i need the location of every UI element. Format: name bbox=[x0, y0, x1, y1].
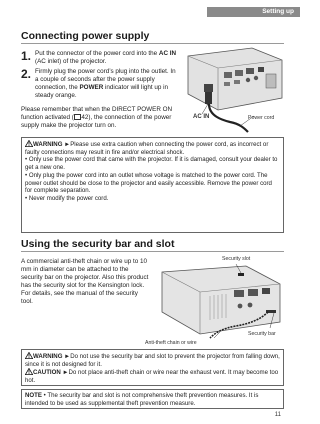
note-text: • The security bar and slot is not comprehensive theft prevention measures. It is intended to be used as supplemental theft prevention measure. bbox=[25, 392, 259, 407]
section-rule bbox=[21, 251, 284, 252]
caution-text: ►Do not place anti-theft chain or wire near the exhaust vent. It may become too hot. bbox=[25, 369, 279, 385]
power-cord-label: Power cord bbox=[248, 115, 275, 121]
warning-line-2: • Only use the power cord that came with the projector. If it is damaged, consult your dealer to get a new one. bbox=[25, 156, 278, 172]
security-slot-label: Security slot bbox=[222, 256, 251, 262]
section-label: Setting up bbox=[262, 8, 294, 15]
security-bar-label: Security bar bbox=[248, 331, 276, 337]
step-1-text: Put the connector of the power cord into the AC IN (AC inlet) of the projector. bbox=[35, 50, 177, 66]
ac-in-label: AC IN bbox=[193, 114, 210, 120]
warning-text: ►Do not use the security bar and slot to prevent the projector from falling down, since it is not designed for it. bbox=[25, 353, 280, 368]
warning-title: WARNING bbox=[33, 141, 63, 148]
warning-box-power bbox=[21, 137, 284, 233]
direct-power-on-note: Please remember that when the DIRECT POWER ON function activated ( 42), the connection of the power supply make the projector turn on. bbox=[21, 106, 173, 130]
warning-icon bbox=[25, 352, 33, 359]
warning-line-3: • Only plug the power cord into an outlet whose voltage is matched to the power cord. The power outlet should be close to the projector and easily accessible. Remove the power cord for complete separation. bbox=[25, 171, 272, 195]
step-number-1: 1. bbox=[21, 49, 32, 63]
page-header bbox=[0, 0, 300, 16]
warning-line-1: ►Please use extra caution when connecting the power cord, as incorrect or faulty connections may result in fire and/or electrical shock. bbox=[25, 141, 269, 156]
caution-title: CAUTION bbox=[33, 369, 61, 377]
caution-icon bbox=[25, 368, 33, 375]
security-description: A commercial anti-theft chain or wire up to 10 mm in diameter can be attached to the security bar on the projector. Also this product has the security slot for the Kensington lock. For details, see the manual of the security tool. bbox=[21, 258, 149, 306]
step-number-2: 2. bbox=[21, 67, 32, 81]
warning-title: WARNING bbox=[33, 353, 63, 360]
section-title-power: Connecting power supply bbox=[21, 30, 150, 42]
anti-theft-chain-label: Anti-theft chain or wire bbox=[145, 340, 197, 346]
warning-box-security bbox=[21, 349, 284, 386]
note-title: NOTE bbox=[25, 392, 42, 399]
step-2-text: Firmly plug the power cord’s plug into the outlet. In a couple of seconds after the power supply connection, the POWER indicator will light up in steady orange. bbox=[35, 68, 176, 100]
section-title-security: Using the security bar and slot bbox=[21, 238, 175, 250]
warning-icon bbox=[25, 140, 33, 147]
note-box bbox=[21, 389, 284, 409]
section-rule bbox=[21, 43, 284, 44]
security-figure bbox=[150, 262, 286, 340]
page-number: 11 bbox=[274, 412, 281, 418]
book-icon bbox=[74, 114, 81, 120]
warning-line-4: • Never modify the power cord. bbox=[25, 194, 109, 202]
security-bar-illustration bbox=[150, 262, 286, 340]
